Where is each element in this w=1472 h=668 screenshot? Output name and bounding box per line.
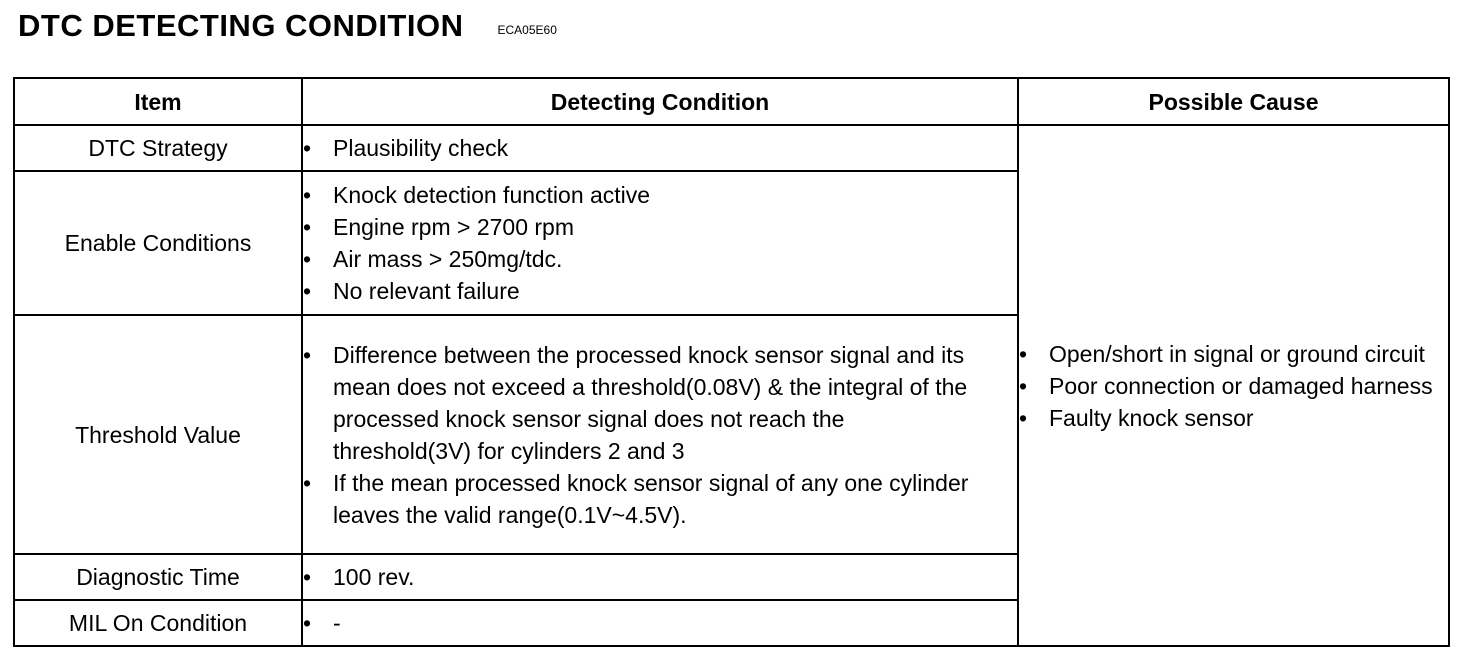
list-item: • - [303, 607, 1017, 639]
column-header-possible-cause: Possible Cause [1018, 78, 1449, 125]
condition-cell-mil-on-condition [302, 600, 1018, 646]
row-label-enable-conditions: Enable Conditions [14, 171, 302, 315]
list-item: • Poor connection or damaged harness [1019, 370, 1448, 402]
document-code: ECA05E60 [497, 23, 557, 37]
page-title: DTC DETECTING CONDITION [18, 8, 464, 43]
column-header-detecting-condition: Detecting Condition [302, 78, 1018, 125]
list-item: • Engine rpm > 2700 rpm [303, 211, 1017, 243]
condition-list [303, 339, 977, 531]
row-label-diagnostic-time: Diagnostic Time [14, 554, 302, 600]
list-item: • Knock detection function active [303, 179, 1017, 211]
condition-cell-dtc-strategy [302, 125, 1018, 171]
condition-cell-enable-conditions [302, 171, 1018, 315]
column-header-item: Item [14, 78, 302, 125]
row-label-threshold-value: Threshold Value [14, 315, 302, 554]
list-item: • Air mass > 250mg/tdc. [303, 243, 1017, 275]
condition-list [303, 607, 1017, 639]
list-item: • 100 rev. [303, 561, 1017, 593]
list-item: • No relevant failure [303, 275, 1017, 307]
row-label-dtc-strategy: DTC Strategy [14, 125, 302, 171]
list-item: • Open/short in signal or ground circuit [1019, 338, 1448, 370]
condition-list [303, 561, 1017, 593]
possible-cause-cell [1018, 125, 1449, 646]
table-row [14, 125, 1449, 171]
condition-list [303, 132, 1017, 164]
list-item: • If the mean processed knock sensor signal of any one cylinder leaves the valid range(0.1V~4.5V). [303, 467, 977, 531]
row-label-mil-on-condition: MIL On Condition [14, 600, 302, 646]
page-header [18, 6, 557, 46]
condition-cell-threshold-value [302, 315, 1018, 554]
table-header-row [14, 78, 1449, 125]
list-item: • Faulty knock sensor [1019, 402, 1448, 434]
condition-list [303, 179, 1017, 307]
condition-cell-diagnostic-time [302, 554, 1018, 600]
list-item: • Plausibility check [303, 132, 1017, 164]
list-item: • Difference between the processed knock sensor signal and its mean does not exceed a threshold(0.08V) & the integral of the processed knock sensor signal does not reach the threshold(3V) for cylinders 2 and 3 [303, 339, 977, 467]
possible-cause-list [1019, 338, 1448, 434]
dtc-condition-table [13, 77, 1450, 647]
